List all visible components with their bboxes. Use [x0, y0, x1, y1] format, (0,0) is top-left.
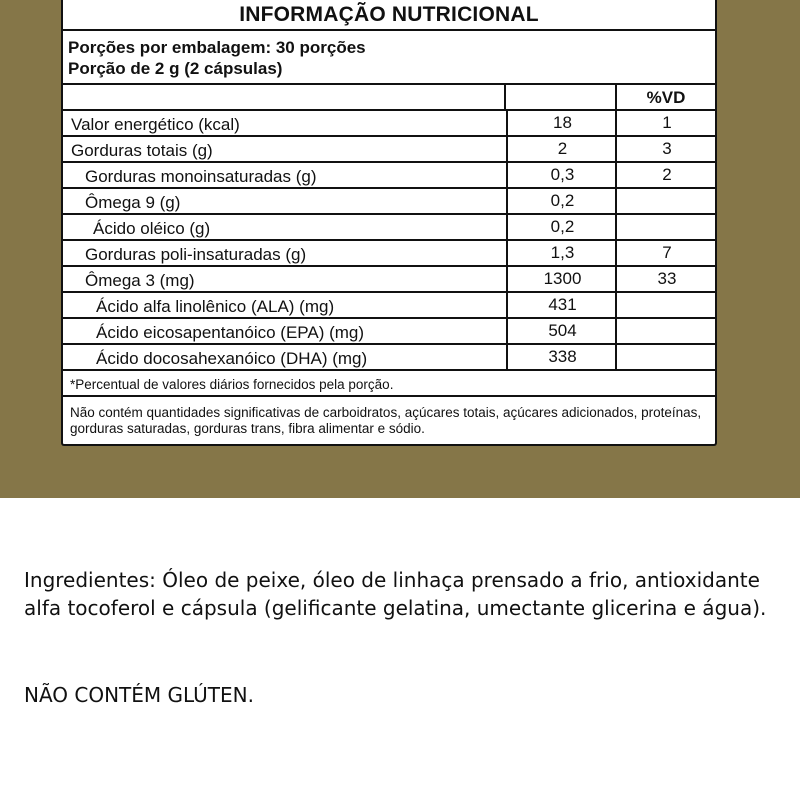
nutrient-amount: 1300	[506, 267, 617, 291]
nutrient-vd	[615, 293, 717, 317]
table-row	[63, 111, 715, 137]
nutrient-vd	[615, 345, 717, 369]
nutrient-name: Gorduras totais (g)	[71, 141, 213, 160]
table-row	[63, 345, 715, 371]
nutrient-vd: 33	[615, 267, 717, 291]
gluten-notice: NÃO CONTÉM GLÚTEN.	[24, 683, 254, 707]
nutrient-amount: 1,3	[506, 241, 617, 265]
vd-footnote: *Percentual de valores diários fornecidos pela porção.	[63, 371, 715, 397]
nutrient-amount: 431	[506, 293, 617, 317]
table-row	[63, 137, 715, 163]
vd-column-header: %VD	[646, 88, 686, 107]
table-row	[63, 293, 715, 319]
nutrition-facts-table	[61, 0, 717, 446]
serving-size: Porção de 2 g (2 cápsulas)	[68, 59, 283, 78]
nutrient-name: Ômega 9 (g)	[85, 193, 181, 212]
table-row	[63, 163, 715, 189]
nutrient-amount: 338	[506, 345, 617, 369]
table-title: INFORMAÇÃO NUTRICIONAL	[63, 0, 715, 31]
nutrient-amount: 0,3	[506, 163, 617, 187]
nutrient-amount: 0,2	[506, 189, 617, 213]
ingredients-text: Ingredientes: Óleo de peixe, óleo de linhaça prensado a frio, antioxidante alfa tocoferol e cápsula (gelificante gelatina, umectante glicerina e água).	[24, 568, 767, 620]
serving-info	[63, 29, 715, 85]
nutrient-name: Gorduras poli-insaturadas (g)	[85, 245, 307, 264]
nutrient-vd: 2	[615, 163, 717, 187]
nutrient-amount: 2	[506, 137, 617, 161]
nutrient-vd	[615, 215, 717, 239]
nutrient-name: Ácido eicosapentanóico (EPA) (mg)	[96, 323, 365, 342]
nutrient-vd	[615, 319, 717, 343]
table-row	[63, 241, 715, 267]
table-row	[63, 267, 715, 293]
nutrient-amount: 18	[506, 111, 617, 135]
nutrient-name: Ácido oléico (g)	[93, 219, 211, 238]
nutrient-name: Gorduras monoinsaturadas (g)	[85, 167, 317, 186]
table-row	[63, 215, 715, 241]
table-header-row	[63, 85, 715, 111]
table-row	[63, 189, 715, 215]
not-significant-notice: Não contém quantidades significativas de carboidratos, açúcares totais, açúcares adicionados, proteínas, gorduras saturadas, gorduras trans, fibra alimentar e sódio.	[70, 405, 702, 436]
nutrient-amount: 0,2	[506, 215, 617, 239]
nutrient-amount: 504	[506, 319, 617, 343]
nutrient-vd: 3	[615, 137, 717, 161]
nutrient-name: Ácido alfa linolênico (ALA) (mg)	[96, 297, 335, 316]
nutrient-vd	[615, 189, 717, 213]
nutrient-vd: 1	[615, 111, 717, 135]
servings-per-package: Porções por embalagem: 30 porções	[68, 38, 366, 57]
table-row	[63, 319, 715, 345]
nutrient-name: Ácido docosahexanóico (DHA) (mg)	[96, 349, 368, 368]
nutrient-name: Ômega 3 (mg)	[85, 271, 195, 290]
nutrient-vd: 7	[615, 241, 717, 265]
nutrient-name: Valor energético (kcal)	[71, 115, 240, 134]
